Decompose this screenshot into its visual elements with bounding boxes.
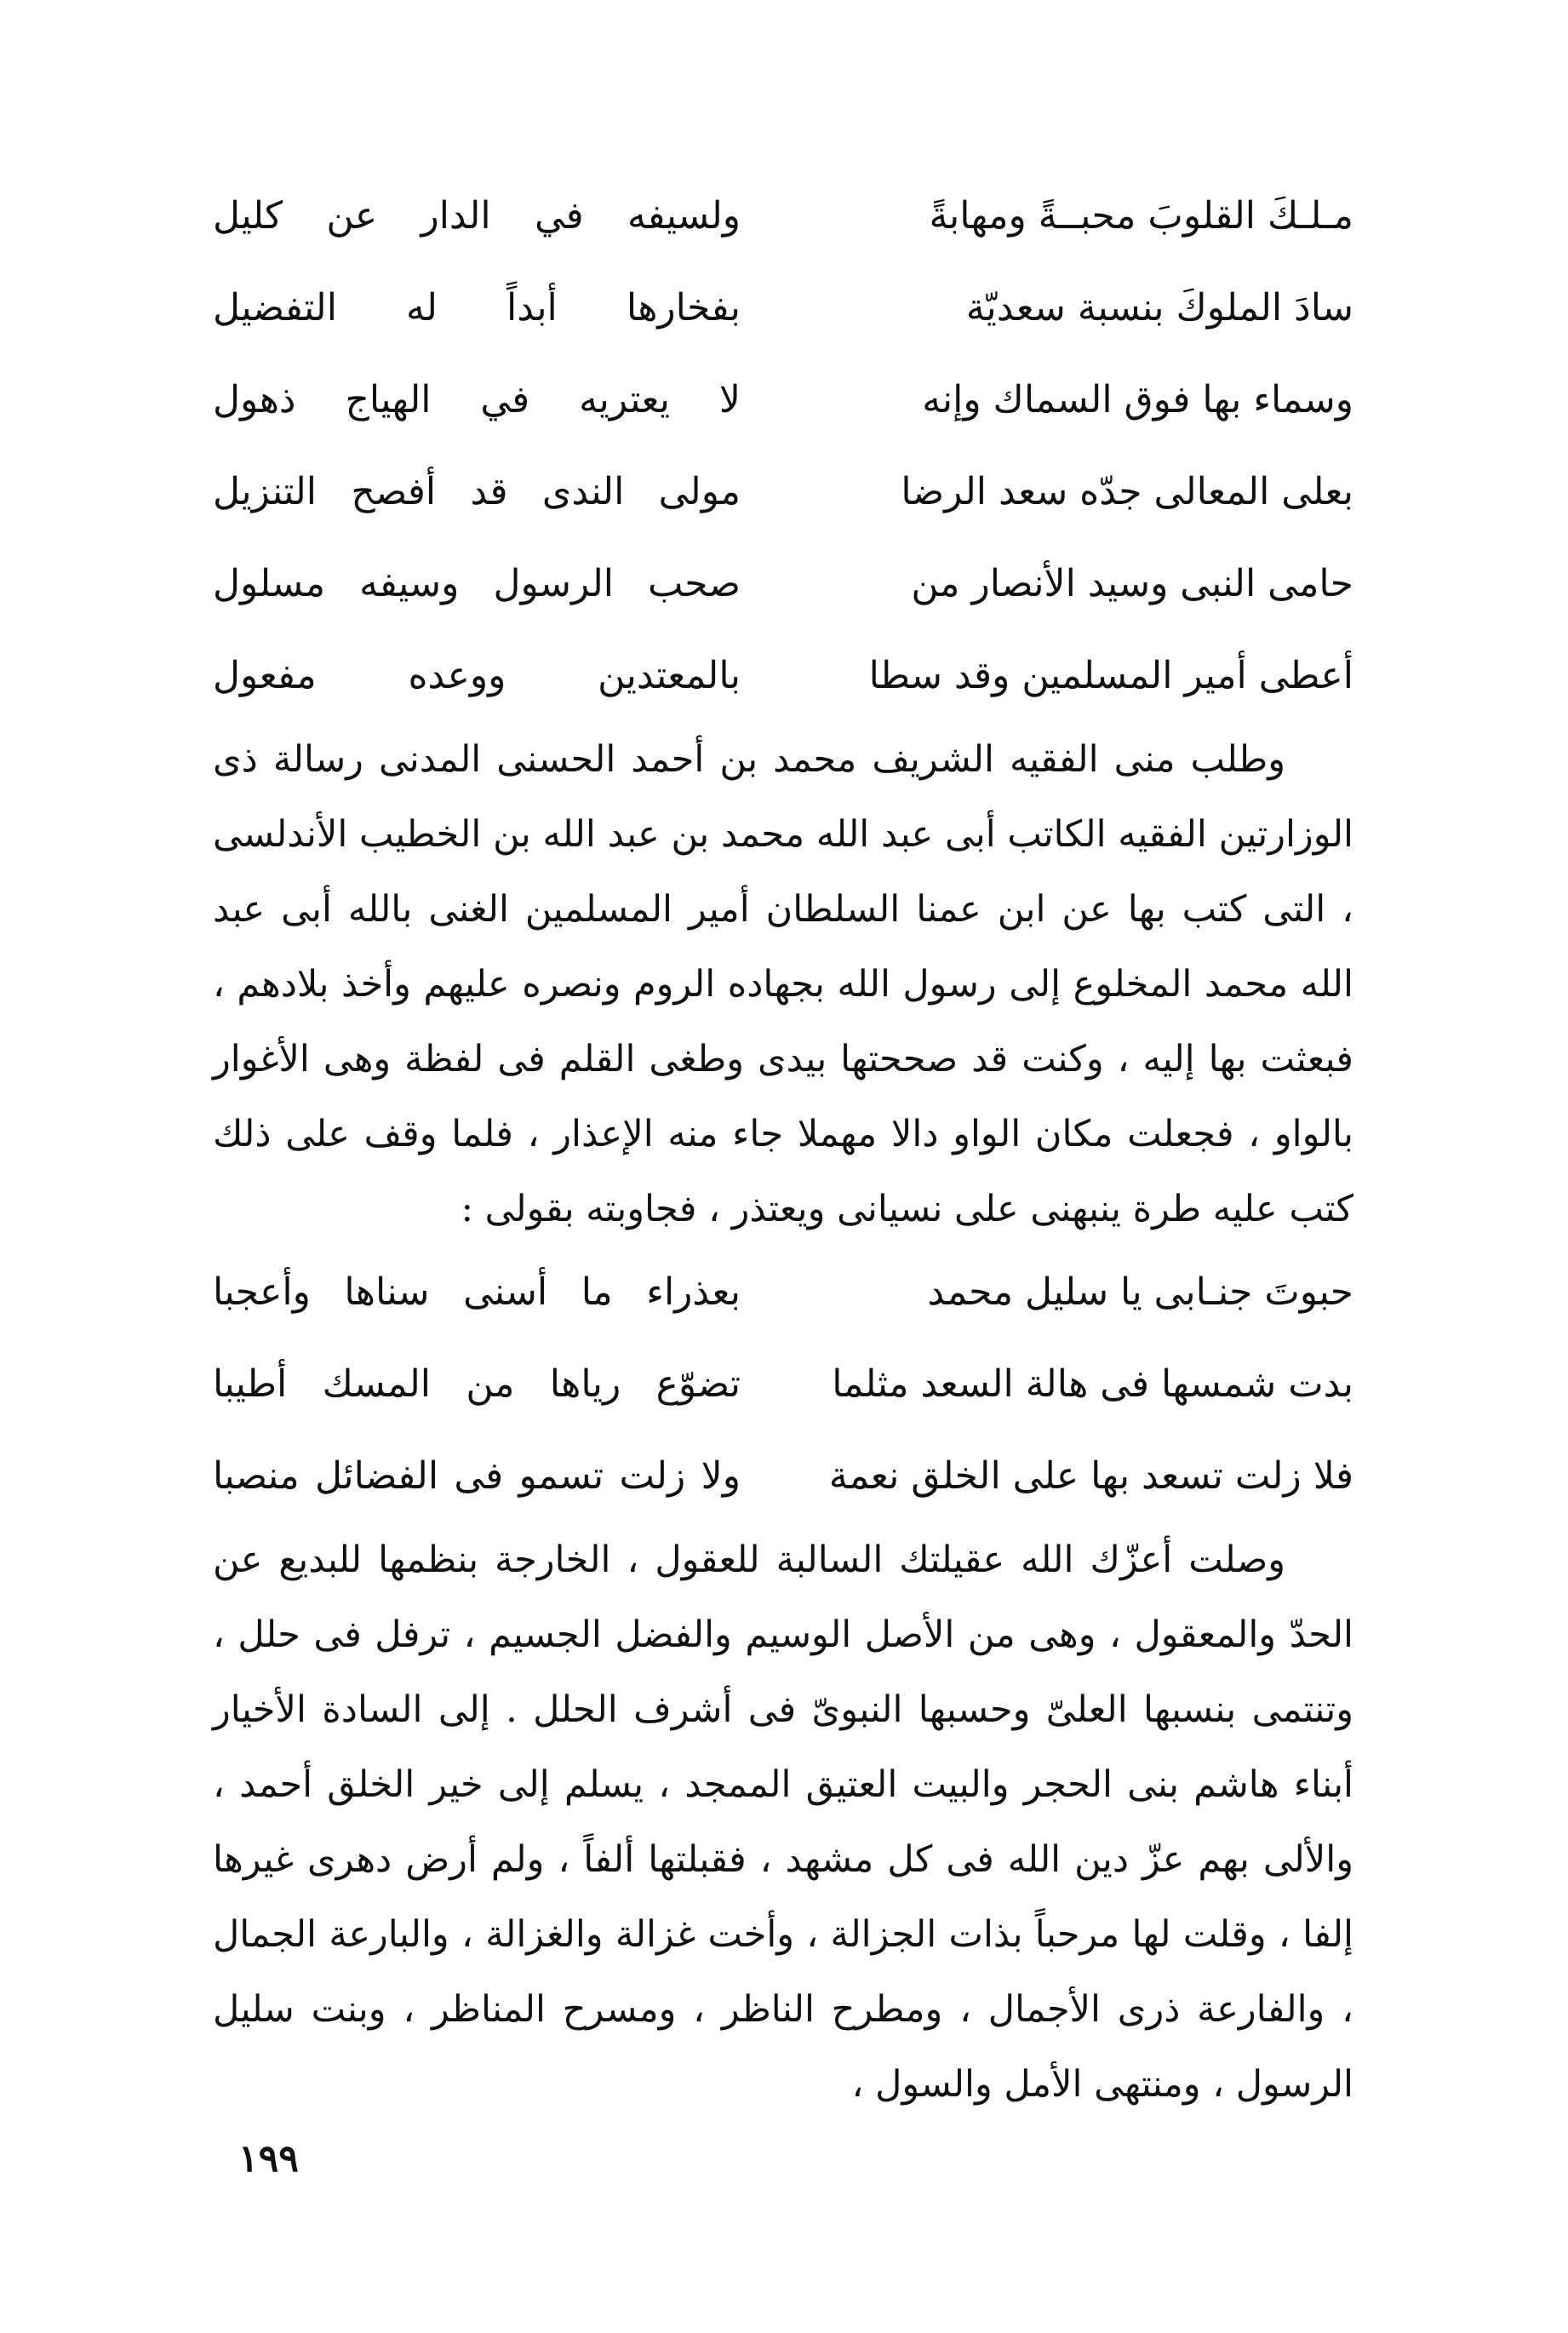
verse-line xyxy=(213,262,1353,354)
verse-first-hemistich: مـلـكَ القلوبَ محبــةً ومهابةً xyxy=(929,194,1353,238)
verse-line xyxy=(213,1430,1353,1522)
verse-line xyxy=(213,1247,1353,1338)
verse-first-hemistich: حامى النبى وسيد الأنصار من xyxy=(911,562,1353,606)
verse-second-hemistich: صحب الرسول وسيفه مسلول xyxy=(213,562,741,606)
verse-second-hemistich: لا يعتريه في الهياج ذهول xyxy=(213,378,741,422)
verse-second-hemistich: ولا زلت تسمو فى الفضائل منصبا xyxy=(213,1454,741,1499)
verse-first-hemistich: بعلى المعالى جدّه سعد الرضا xyxy=(901,470,1353,514)
prose-paragraph: وطلب منى الفقيه الشريف محمد بن أحمد الحسنى المدنى رسالة ذى الوزارتين الفقيه الكاتب أبى عبد الله محمد بن عبد الله بن الخطيب الأندلسى ، التى كتب بها عن ابن عمنا السلطان أمير المسلمين الغنى بالله أبى عبد الله محمد المخلوع إلى رسول الله بجهاده الروم ونصره عليهم وأخذ بلادهم ، فبعثت بها إليه ، وكنت قد صححتها بيدى وطغى القلم فى لفظة وهى الأغوار بالواو ، فجعلت مكان الواو دالا مهملا جاء منه الإعذار ، فلما وقف على ذلك كتب عليه طرة ينبهنى على نسيانى ويعتذر ، فجاوبته بقولى : xyxy=(213,738,1353,1230)
verse-line xyxy=(213,354,1353,446)
poem-one xyxy=(213,170,1353,722)
verse-first-hemistich: حبوتَ جنـابى يا سليل محمد xyxy=(927,1270,1353,1315)
verse-line xyxy=(213,538,1353,630)
page-number: ١٩٩ xyxy=(238,2137,299,2181)
verse-line xyxy=(213,170,1353,262)
verse-first-hemistich: سادَ الملوكَ بنسبة سعديّة xyxy=(965,286,1353,330)
verse-first-hemistich: أعطى أمير المسلمين وقد سطا xyxy=(868,654,1353,698)
verse-line xyxy=(213,630,1353,722)
verse-first-hemistich: بدت شمسها فى هالة السعد مثلما xyxy=(832,1362,1353,1407)
verse-line xyxy=(213,1338,1353,1430)
verse-first-hemistich: وسماء بها فوق السماك وإنه xyxy=(922,378,1353,422)
verse-first-hemistich: فلا زلت تسعد بها على الخلق نعمة xyxy=(828,1454,1353,1499)
verse-line xyxy=(213,446,1353,538)
prose-paragraph: وصلت أعزّك الله عقيلتك السالبة للعقول ، الخارجة بنظمها للبديع عن الحدّ والمعقول ، وهى من الأصل الوسيم والفضل الجسيم ، ترفل فى حلل ، وتنتمى بنسبها العلىّ وحسبها النبوىّ فى أشرف الحلل . إلى السادة الأخيار أبناء هاشم بنى الحجر والبيت العتيق الممجد ، يسلم إلى خير الخلق أحمد ، والألى بهم عزّ دين الله فى كل مشهد ، فقبلتها ألفاً ، ولم أرض دهرى غيرها إلفا ، وقلت لها مرحباً بذات الجزالة ، وأخت غزالة والغزالة ، والبارعة الجمال ، والفارعة ذرى الأجمال ، ومطرح الناظر ، ومسرح المناظر ، وبنت سليل الرسول ، ومنتهى الأمل والسول ، xyxy=(213,1539,1353,2106)
verse-second-hemistich: بعذراء ما أسنى سناها وأعجبا xyxy=(213,1270,741,1315)
poem-two xyxy=(213,1247,1353,1522)
verse-second-hemistich: تضوّع رياها من المسك أطيبا xyxy=(213,1362,741,1407)
verse-second-hemistich: مولى الندى قد أفصح التنزيل xyxy=(213,470,741,514)
verse-second-hemistich: بالمعتدين ووعده مفعول xyxy=(213,654,741,698)
verse-second-hemistich: بفخارها أبداً له التفضيل xyxy=(213,286,741,330)
page-text xyxy=(213,170,1353,2122)
verse-second-hemistich: ولسيفه في الدار عن كليل xyxy=(213,194,741,238)
